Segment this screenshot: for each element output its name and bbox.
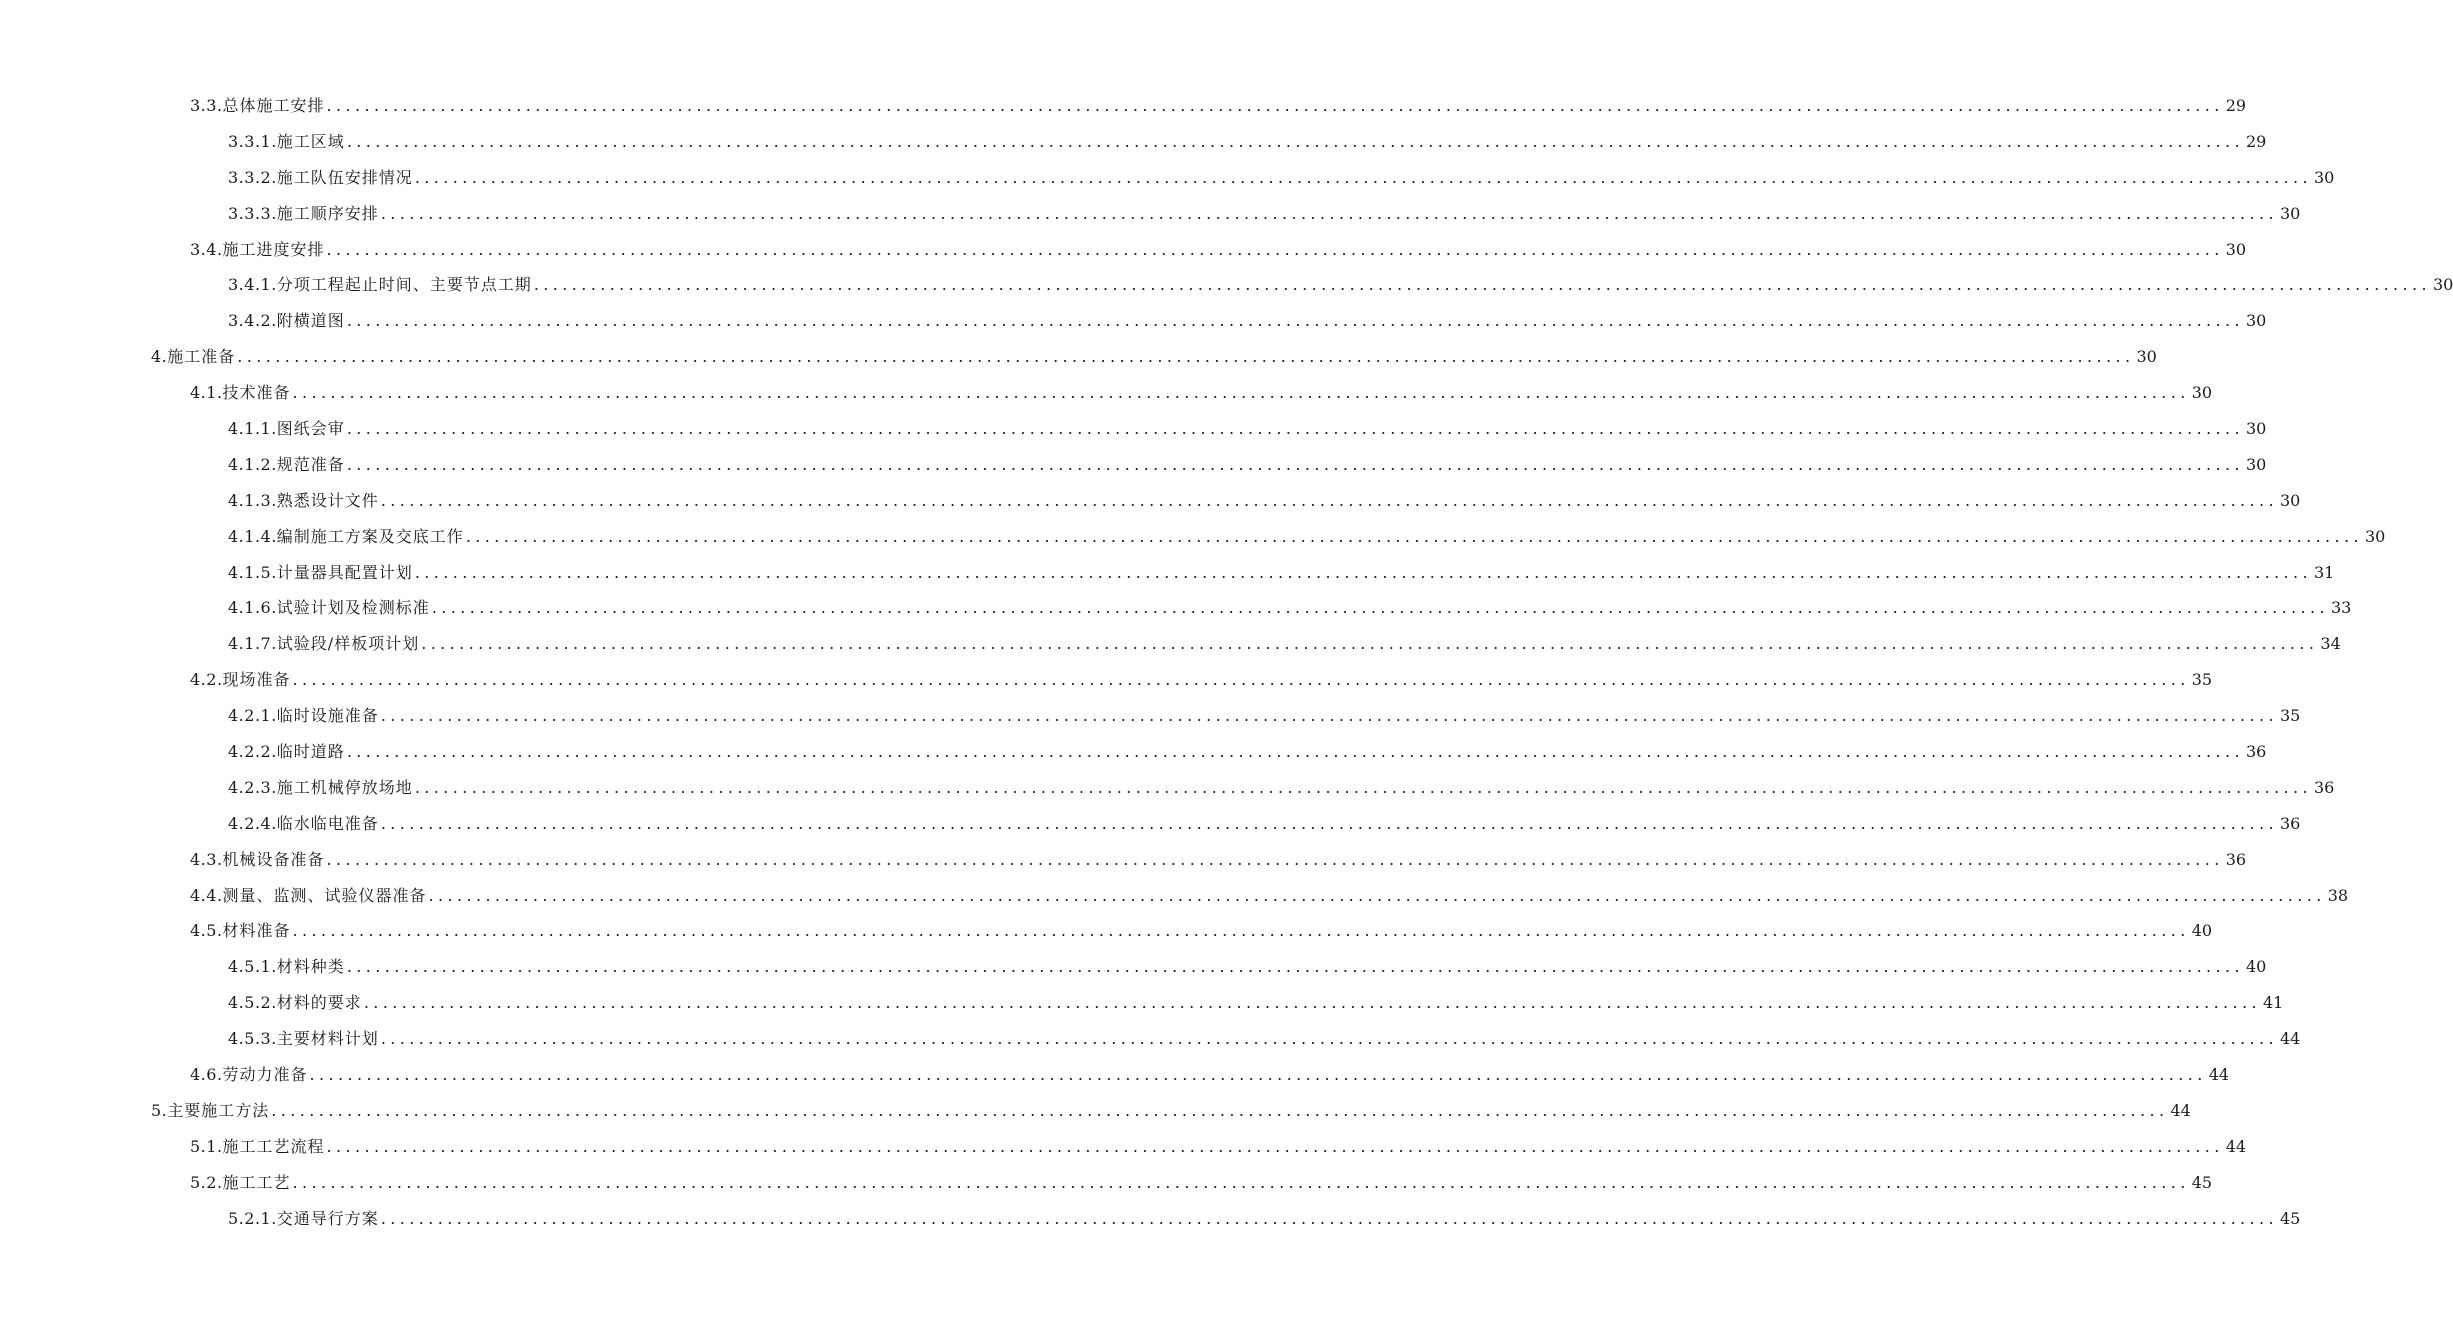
toc-entry-number: 5.2.1.	[228, 1208, 277, 1228]
toc-entry-page-number: 30	[2246, 311, 2267, 331]
toc-entry-title: 临时设施准备	[276, 706, 379, 726]
toc-entry-page-number: 44	[2280, 1029, 2301, 1049]
toc-entry-title: 施工机械停放场地	[276, 777, 413, 797]
toc-entry[interactable]	[0, 267, 2453, 303]
toc-dot-leader: ........................................................................................................................................................................................................	[346, 957, 2244, 977]
toc-entry[interactable]	[0, 232, 2247, 268]
toc-entry-page-number: 44	[2170, 1100, 2191, 1120]
toc-dot-leader: ........................................................................................................................................................................................................	[346, 454, 2244, 474]
toc-entry-title: 编制施工方案及交底工作	[276, 526, 464, 546]
toc-entry-title: 施工顺序安排	[276, 203, 379, 223]
toc-entry[interactable]	[0, 1201, 2301, 1237]
toc-entry-title: 技术准备	[222, 383, 291, 403]
toc-dot-leader: ........................................................................................................................................................................................................	[465, 526, 2363, 546]
toc-entry-title: 现场准备	[222, 670, 291, 690]
toc-entry-title: 材料种类	[276, 957, 345, 977]
toc-entry-title: 分项工程起止时间、主要节点工期	[276, 275, 532, 295]
toc-entry-number: 3.4.1.	[228, 275, 277, 295]
toc-entry-number: 3.4.	[190, 239, 223, 259]
toc-entry-page-number: 36	[2225, 849, 2247, 869]
toc-dot-leader: ........................................................................................................................................................................................................	[237, 347, 2135, 367]
toc-entry-number: 4.1.3.	[228, 490, 277, 510]
toc-entry-page-number: 29	[2225, 95, 2247, 115]
toc-entry-title: 施工区域	[276, 131, 345, 151]
toc-entry-number: 4.2.2.	[228, 741, 277, 761]
toc-entry-page-number: 30	[2280, 490, 2301, 510]
toc-entry-page-number: 45	[2191, 1172, 2213, 1192]
toc-dot-leader: ........................................................................................................................................................................................................	[271, 1100, 2169, 1120]
toc-dot-leader: ........................................................................................................................................................................................................	[346, 311, 2244, 331]
toc-entry[interactable]	[0, 590, 2352, 626]
toc-entry-page-number: 36	[2314, 777, 2335, 797]
toc-entry-title: 测量、监测、试验仪器准备	[222, 885, 427, 905]
toc-dot-leader: ........................................................................................................................................................................................................	[428, 885, 2326, 905]
toc-entry[interactable]	[0, 698, 2301, 734]
table-of-contents	[0, 88, 2453, 1237]
toc-entry[interactable]	[0, 1093, 2191, 1129]
toc-dot-leader: ........................................................................................................................................................................................................	[326, 239, 2224, 259]
toc-entry-number: 4.5.2.	[228, 993, 277, 1013]
toc-entry-page-number: 45	[2280, 1208, 2301, 1228]
toc-dot-leader: ........................................................................................................................................................................................................	[380, 490, 2278, 510]
toc-entry-number: 4.4.	[190, 885, 223, 905]
toc-dot-leader: ........................................................................................................................................................................................................	[533, 275, 2431, 295]
toc-dot-leader: ........................................................................................................................................................................................................	[346, 418, 2244, 438]
toc-entry[interactable]	[0, 411, 2267, 447]
toc-entry-title: 施工进度安排	[222, 239, 325, 259]
toc-dot-leader: ........................................................................................................................................................................................................	[346, 741, 2244, 761]
toc-entry-page-number: 40	[2246, 957, 2267, 977]
toc-dot-leader: ........................................................................................................................................................................................................	[292, 670, 2190, 690]
toc-entry-page-number: 40	[2191, 921, 2213, 941]
toc-entry[interactable]	[0, 483, 2301, 519]
toc-entry-page-number: 30	[2225, 239, 2247, 259]
toc-entry-number: 5.1.	[190, 1136, 223, 1156]
toc-entry[interactable]	[0, 913, 2213, 949]
toc-entry-page-number: 44	[2225, 1136, 2247, 1156]
toc-entry[interactable]	[0, 878, 2349, 914]
toc-entry-page-number: 36	[2280, 813, 2301, 833]
toc-entry-title: 机械设备准备	[222, 849, 325, 869]
toc-dot-leader: ........................................................................................................................................................................................................	[292, 921, 2190, 941]
toc-entry-number: 4.5.1.	[228, 957, 277, 977]
toc-entry-number: 4.6.	[190, 1064, 223, 1084]
toc-entry-number: 5.2.	[190, 1172, 223, 1192]
toc-entry-page-number: 41	[2263, 993, 2284, 1013]
toc-entry-title: 材料准备	[222, 921, 291, 941]
toc-entry[interactable]	[0, 519, 2386, 555]
toc-dot-leader: ........................................................................................................................................................................................................	[380, 813, 2278, 833]
toc-dot-leader: ........................................................................................................................................................................................................	[292, 1172, 2190, 1192]
toc-entry[interactable]	[0, 842, 2247, 878]
toc-entry-title: 施工准备	[167, 347, 236, 367]
toc-entry-title: 熟悉设计文件	[276, 490, 379, 510]
toc-dot-leader: ........................................................................................................................................................................................................	[414, 167, 2312, 187]
toc-entry[interactable]	[0, 1057, 2230, 1093]
toc-entry[interactable]	[0, 160, 2335, 196]
toc-entry-page-number: 31	[2314, 562, 2335, 582]
toc-entry-page-number: 38	[2327, 885, 2349, 905]
toc-entry[interactable]	[0, 949, 2267, 985]
toc-entry-page-number: 30	[2136, 347, 2157, 367]
toc-dot-leader: ........................................................................................................................................................................................................	[380, 706, 2278, 726]
toc-entry-page-number: 34	[2320, 634, 2341, 654]
toc-dot-leader: ........................................................................................................................................................................................................	[363, 993, 2261, 1013]
toc-entry[interactable]	[0, 770, 2335, 806]
toc-entry-title: 施工工艺	[222, 1172, 291, 1192]
toc-entry[interactable]	[0, 1129, 2247, 1165]
toc-entry-number: 4.2.1.	[228, 706, 277, 726]
toc-dot-leader: ........................................................................................................................................................................................................	[380, 203, 2278, 223]
toc-entry-title: 主要施工方法	[167, 1100, 270, 1120]
toc-entry-title: 施工队伍安排情况	[276, 167, 413, 187]
toc-entry-number: 4.1.1.	[228, 418, 277, 438]
toc-entry-page-number: 29	[2246, 131, 2267, 151]
toc-entry-number: 4.1.	[190, 383, 223, 403]
toc-entry-number: 4.1.4.	[228, 526, 277, 546]
toc-dot-leader: ........................................................................................................................................................................................................	[380, 1208, 2278, 1228]
toc-dot-leader: ........................................................................................................................................................................................................	[414, 562, 2312, 582]
toc-entry[interactable]	[0, 339, 2157, 375]
toc-entry-title: 临水临电准备	[276, 813, 379, 833]
toc-dot-leader: ........................................................................................................................................................................................................	[309, 1064, 2207, 1084]
toc-entry-number: 4.2.3.	[228, 777, 277, 797]
toc-entry-number: 4.3.	[190, 849, 223, 869]
toc-dot-leader: ........................................................................................................................................................................................................	[380, 1029, 2278, 1049]
toc-dot-leader: ........................................................................................................................................................................................................	[326, 95, 2224, 115]
toc-entry-number: 4.5.	[190, 921, 223, 941]
toc-entry-number: 3.3.3.	[228, 203, 277, 223]
toc-entry-number: 5.	[151, 1100, 168, 1120]
toc-entry[interactable]	[0, 375, 2213, 411]
toc-entry-page-number: 30	[2191, 383, 2213, 403]
toc-entry-title: 计量器具配置计划	[276, 562, 413, 582]
toc-entry-number: 4.2.	[190, 670, 223, 690]
toc-entry[interactable]	[0, 662, 2213, 698]
toc-entry-title: 试验计划及检测标准	[276, 598, 430, 618]
toc-entry-number: 4.1.7.	[228, 634, 277, 654]
toc-entry-number: 4.1.6.	[228, 598, 277, 618]
toc-entry-page-number: 35	[2191, 670, 2213, 690]
toc-dot-leader: ........................................................................................................................................................................................................	[346, 131, 2244, 151]
toc-entry[interactable]	[0, 555, 2335, 591]
toc-entry-title: 施工工艺流程	[222, 1136, 325, 1156]
toc-entry-title: 图纸会审	[276, 418, 345, 438]
toc-entry[interactable]	[0, 626, 2341, 662]
toc-entry-page-number: 33	[2331, 598, 2352, 618]
toc-entry-page-number: 36	[2246, 741, 2267, 761]
toc-entry[interactable]	[0, 734, 2267, 770]
toc-entry-title: 材料的要求	[276, 993, 362, 1013]
toc-dot-leader: ........................................................................................................................................................................................................	[414, 777, 2312, 797]
toc-entry-title: 主要材料计划	[276, 1029, 379, 1049]
toc-entry-page-number: 30	[2280, 203, 2301, 223]
toc-entry-title: 试验段/样板项计划	[276, 634, 420, 654]
toc-entry[interactable]	[0, 88, 2247, 124]
toc-entry[interactable]	[0, 985, 2284, 1021]
toc-entry-page-number: 30	[2365, 526, 2386, 546]
toc-entry-page-number: 30	[2246, 454, 2267, 474]
toc-entry-number: 4.2.4.	[228, 813, 277, 833]
toc-entry[interactable]	[0, 447, 2267, 483]
toc-entry[interactable]	[0, 1021, 2301, 1057]
toc-entry-page-number: 30	[2246, 418, 2267, 438]
toc-entry-page-number: 44	[2208, 1064, 2230, 1084]
toc-entry-title: 临时道路	[276, 741, 345, 761]
toc-entry-title: 劳动力准备	[222, 1064, 308, 1084]
toc-entry[interactable]	[0, 1165, 2213, 1201]
toc-entry[interactable]	[0, 196, 2301, 232]
toc-entry-number: 3.3.	[190, 95, 223, 115]
toc-entry-number: 3.3.2.	[228, 167, 277, 187]
toc-dot-leader: ........................................................................................................................................................................................................	[326, 1136, 2224, 1156]
toc-entry[interactable]	[0, 303, 2267, 339]
toc-entry-number: 4.5.3.	[228, 1029, 277, 1049]
toc-entry[interactable]	[0, 806, 2301, 842]
toc-entry-number: 3.3.1.	[228, 131, 277, 151]
toc-entry[interactable]	[0, 124, 2267, 160]
toc-entry-number: 4.1.5.	[228, 562, 277, 582]
toc-entry-title: 总体施工安排	[222, 95, 325, 115]
toc-entry-number: 3.4.2.	[228, 311, 277, 331]
toc-entry-page-number: 30	[2314, 167, 2335, 187]
toc-dot-leader: ........................................................................................................................................................................................................	[431, 598, 2329, 618]
toc-entry-number: 4.	[151, 347, 168, 367]
toc-entry-page-number: 35	[2280, 706, 2301, 726]
toc-dot-leader: ........................................................................................................................................................................................................	[292, 383, 2190, 403]
toc-entry-title: 规范准备	[276, 454, 345, 474]
toc-entry-title: 交通导行方案	[276, 1208, 379, 1228]
toc-dot-leader: ........................................................................................................................................................................................................	[326, 849, 2224, 869]
toc-entry-page-number: 30	[2433, 275, 2453, 295]
toc-entry-title: 附横道图	[276, 311, 345, 331]
toc-dot-leader: ........................................................................................................................................................................................................	[421, 634, 2319, 654]
toc-entry-number: 4.1.2.	[228, 454, 277, 474]
